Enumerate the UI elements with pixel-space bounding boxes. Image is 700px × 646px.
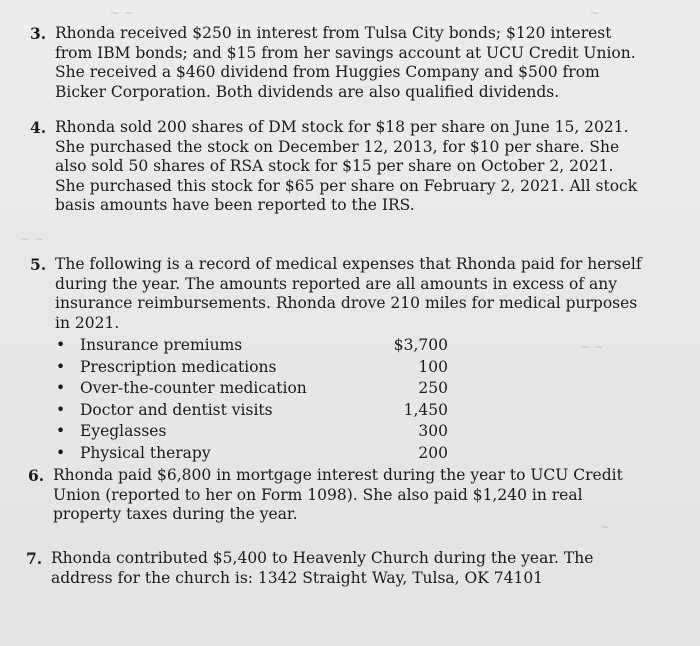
expense-amount: 300	[418, 422, 448, 441]
list-item	[56, 378, 448, 400]
question-3	[30, 24, 645, 102]
question-text: Rhonda paid $6,800 in mortgage interest during the year to UCU Credit Union (reported to her on Form 1098). She also paid $1,240 in real property taxes during the year.	[53, 466, 623, 524]
bullet-icon: •	[56, 400, 66, 419]
bleed-through-mark: ~	[600, 520, 611, 534]
question-number: 4.	[30, 118, 47, 137]
expense-label: Insurance premiums	[80, 336, 243, 355]
expense-amount: 250	[418, 379, 448, 398]
expense-amount: 200	[418, 443, 448, 462]
question-text: The following is a record of medical expenses that Rhonda paid for herself during the year. The amounts reported are all amounts in excess of any insurance reimbursements. Rhonda drove 210 miles for medical purposes in 2021.	[55, 255, 642, 332]
bleed-through-mark: ~ ~	[110, 6, 134, 20]
question-4	[30, 118, 647, 216]
question-5	[30, 255, 645, 464]
list-item	[56, 400, 448, 422]
bullet-icon: •	[56, 422, 66, 441]
bleed-through-mark: ~ ~	[580, 340, 604, 354]
bleed-through-mark: ~ ~	[20, 232, 44, 246]
question-number: 6.	[28, 466, 45, 485]
question-text: Rhonda contributed $5,400 to Heavenly Church during the year. The address for the church is: 1342 Straight Way, Tulsa, OK 74101	[51, 549, 594, 587]
expense-label: Prescription medications	[80, 357, 277, 376]
expense-label: Eyeglasses	[80, 422, 167, 441]
bullet-icon: •	[56, 379, 66, 398]
expense-label: Physical therapy	[80, 443, 211, 462]
expense-amount: 1,450	[403, 400, 448, 419]
question-text: Rhonda received $250 in interest from Tulsa City bonds; $120 interest from IBM bonds; and $15 from her savings account at UCU Credit Union. She received a $460 dividend from Huggies Company and $500 from Bicker Corporation. Both dividends are also qualified dividends.	[55, 24, 636, 101]
question-number: 3.	[30, 24, 47, 43]
question-6	[28, 466, 650, 525]
question-7	[26, 549, 654, 588]
bullet-icon: •	[56, 357, 66, 376]
expense-amount: 100	[418, 357, 448, 376]
expense-amount: $3,700	[393, 336, 448, 355]
bullet-icon: •	[56, 443, 66, 462]
expense-label: Doctor and dentist visits	[80, 400, 273, 419]
question-number: 5.	[30, 255, 47, 274]
list-item	[56, 357, 448, 379]
list-item	[56, 335, 448, 357]
list-item	[56, 443, 448, 465]
question-number: 7.	[26, 549, 43, 568]
list-item	[56, 421, 448, 443]
bleed-through-mark: ~	[590, 6, 601, 20]
expense-label: Over-the-counter medication	[80, 379, 307, 398]
medical-expenses-list	[56, 335, 448, 464]
question-text: Rhonda sold 200 shares of DM stock for $18 per share on June 15, 2021. She purchased the stock on December 12, 2013, for $10 per share. She also sold 50 shares of RSA stock for $15 per share on October 2, 2021. She purchased this stock for $65 per share on February 2, 2021. All stock basis amounts have been reported to the IRS.	[55, 118, 638, 215]
bullet-icon: •	[56, 336, 66, 355]
